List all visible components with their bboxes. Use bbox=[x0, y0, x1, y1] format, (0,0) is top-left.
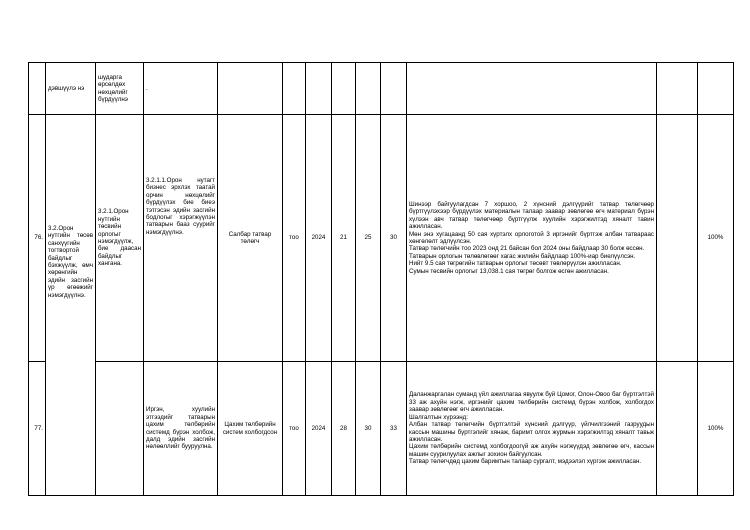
unit-cell: тоо bbox=[283, 362, 306, 496]
goal-cell: 3.2.Орон нутгийн төсөв санхүүгийн тогтвортой байдлыг бэхжүүлж, өмч хөрөнгийн эдийн засгийн үр өгөөжийг нэмэгдүүлнэ. bbox=[46, 115, 96, 496]
description-paragraph: Татвар төлөгчийн тоо 2023 онд 21 байсан бол 2024 оны байдлаар 30 болж өссөн. bbox=[409, 245, 645, 253]
baseline-cell: 21 bbox=[332, 115, 356, 362]
description-paragraph: Мөн энэ хугацаанд 50 сая хүртэлх орлоготой 3 иргэнийг бүртгэж албан татвараас хөнгөлөлт эдлүүлсэн. bbox=[409, 230, 654, 245]
cell-top-col4: . bbox=[144, 63, 218, 115]
row-index: 76. bbox=[29, 115, 46, 362]
actual-cell: 30 bbox=[381, 115, 407, 362]
description-paragraph: Шалгалтын хүрээнд: bbox=[409, 413, 469, 421]
description-paragraph: Албан татвар төлөгчийн бүртгэлтэй хүнсний дэлгүүр, үйлчилгээний газруудын кассын машины бүртгэлийг хянаж, баримт олгох журмын хэрэгжилтэд хяналт тавьж ажилласан. bbox=[409, 421, 654, 443]
year-cell: 2024 bbox=[306, 362, 332, 496]
cell-empty bbox=[332, 63, 356, 115]
description-paragraph: Шинээр байгуулагдсан 7 хоршоо, 2 хүнсний дэлгүүрийг татвар төлөгчөөр бүртгүүлэхээр бүрдүүлэх материалын талаар заавар зөвлөгөө өгч материал бүрэн хүлээн авч татвар төлөгчөөр бүртгүүлж хуулийн хэрэгжилтэд хяналт тавин ажилласан. bbox=[409, 200, 654, 231]
cell-empty bbox=[657, 362, 698, 496]
target-cell: 25 bbox=[356, 115, 381, 362]
unit-cell: тоо bbox=[283, 115, 306, 362]
cell-empty bbox=[657, 115, 698, 362]
indicator-cell: Цахим төлбөрийн систем холбогдсон bbox=[218, 362, 283, 496]
description-paragraph: Татвар төлөгчдөд цахим баримтын талаар сургалт, мэдээлэл хүргэж ажилласан. bbox=[409, 458, 642, 466]
description-paragraph: Сумын төсвийн орлогыг 13,038.1 сая төгрөг болгож өсгөн ажилласан. bbox=[409, 267, 609, 275]
description-cell bbox=[407, 362, 657, 496]
description-paragraph: Цахим төлбөрийн системд холбогдоогүй аж ахуйн нэгжүүдэд зөвлөгөө өгч, кассын машин суурилуулах ажлыг зохион байгуулсан. bbox=[409, 443, 654, 458]
objective-cell: 3.2.1.Орон нутгийн төсвийн орлогыг нэмэгдүүлж, бие даасан байдлыг хангана. bbox=[96, 115, 144, 362]
table-row-77 bbox=[29, 362, 734, 496]
cell-empty bbox=[657, 63, 698, 115]
cell-empty bbox=[29, 63, 46, 115]
percent-cell: 100% bbox=[698, 362, 734, 496]
description-paragraph: Татварын орлогын төлөвлөгөөг хагас жилийн байдлаар 100%-иар биелүүлсэн. bbox=[409, 252, 636, 260]
cell-top-col2: дэвшүүлэ нэ bbox=[46, 63, 96, 115]
baseline-cell: 28 bbox=[332, 362, 356, 496]
cell-empty bbox=[698, 63, 734, 115]
indicator-cell: Салбар татвар төлөгч bbox=[218, 115, 283, 362]
cell-top-col3: шударга өрсөлдөх нөхцөлийг бүрдүүлнэ bbox=[96, 63, 144, 115]
action-cell: Иргэн, хуулийн этгээдийг татварын цахим төлбөрийн системд бүрэн холбож, далд эдийн засгийн нөлөөллийг бууруулна. bbox=[144, 362, 218, 496]
description-cell bbox=[407, 115, 657, 362]
table-row-76 bbox=[29, 115, 734, 362]
cell-empty bbox=[407, 63, 657, 115]
percent-cell: 100% bbox=[698, 115, 734, 362]
objective-cell bbox=[96, 362, 144, 496]
target-cell: 30 bbox=[356, 362, 381, 496]
description-paragraph: Нийт 9.5 сая төгрөгийн татварын орлогыг төсөвт төвлөрүүлэн ажилласан. bbox=[409, 260, 622, 268]
row-index: 77. bbox=[29, 362, 46, 496]
cell-empty bbox=[381, 63, 407, 115]
report-table bbox=[28, 62, 734, 496]
cell-empty bbox=[218, 63, 283, 115]
year-cell: 2024 bbox=[306, 115, 332, 362]
action-cell: 3.2.1.1.Орон нутагт бизнес эрхлэх таатай орчин нөхцөлийг бүрдүүлэх бие биеэ тэтгэсэн эдийн засгийн бодлогыг хэрэгжүүлэн татварын бааз суурийг нэмэгдүүлнэ. bbox=[144, 115, 218, 362]
table-row-top bbox=[29, 63, 734, 115]
actual-cell: 33 bbox=[381, 362, 407, 496]
description-paragraph: Даланжаргалан суманд үйл ажиллагаа явуулж буй Цомог, Олон-Овоо баг бүртгэлтэй 33 аж ахуйн нэгж, иргэнийг цахим төлбөрийн системд бүрэн холбож, холбогдох заавар зөвлөгөөг өгч ажилласан. bbox=[409, 391, 654, 414]
cell-empty bbox=[356, 63, 381, 115]
cell-empty bbox=[306, 63, 332, 115]
cell-empty bbox=[283, 63, 306, 115]
